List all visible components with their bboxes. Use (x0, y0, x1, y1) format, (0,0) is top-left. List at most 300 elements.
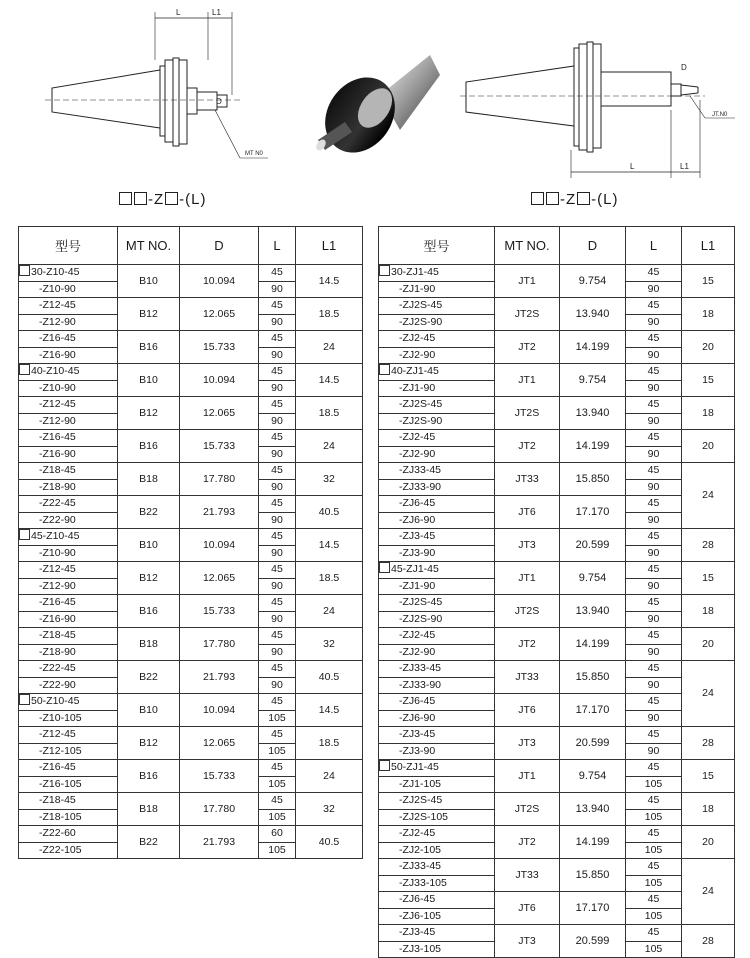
table-row (19, 562, 363, 579)
table-row (379, 298, 735, 315)
dim-l1-label: L1 (212, 8, 221, 17)
model-cell (19, 413, 118, 430)
model-cell (379, 925, 495, 942)
model-cell (19, 281, 118, 298)
model-code: 40-Z10-45 (31, 365, 80, 378)
model-cell (379, 611, 495, 628)
mt-no-cell: B22 (118, 661, 180, 694)
model-code: -Z12-45 (39, 728, 76, 741)
model-code: -Z12-90 (39, 579, 76, 592)
model-code: -Z12-90 (39, 315, 76, 328)
model-cell (19, 842, 118, 859)
l1-cell: 18 (682, 595, 735, 628)
mt-no-cell: JT2S (495, 397, 560, 430)
model-code: -ZJ2S-105 (399, 810, 449, 823)
table-row (19, 397, 363, 414)
caption-suffix: -(L) (179, 191, 207, 208)
model-cell (379, 710, 495, 727)
caption-code: Z (566, 191, 577, 208)
table-row (19, 265, 363, 282)
model-cell (379, 463, 495, 480)
d-cell: 14.199 (560, 826, 626, 859)
d-cell: 9.754 (560, 364, 626, 397)
dim-d-label: D (681, 63, 687, 72)
l-cell: 90 (259, 644, 296, 661)
model-code: -ZJ2S-45 (399, 398, 443, 411)
placeholder-box-icon (119, 192, 132, 205)
model-code: -Z12-45 (39, 563, 76, 576)
model-cell (19, 364, 118, 381)
mt-no-cell: B18 (118, 463, 180, 496)
l-cell: 90 (259, 479, 296, 496)
l-cell: 90 (259, 578, 296, 595)
model-cell (19, 743, 118, 760)
model-code: -ZJ3-45 (399, 926, 436, 939)
model-cell (19, 776, 118, 793)
model-cell (19, 760, 118, 777)
placeholder-box-icon (577, 192, 590, 205)
l1-cell: 20 (682, 826, 735, 859)
l1-cell: 20 (682, 430, 735, 463)
l-cell: 90 (259, 677, 296, 694)
mt-no-cell: JT2S (495, 793, 560, 826)
placeholder-box-icon (19, 694, 30, 705)
model-code: -Z18-105 (39, 810, 82, 823)
model-code: -ZJ2S-90 (399, 315, 443, 328)
model-code: -ZJ2-90 (399, 645, 436, 658)
l-cell: 90 (626, 512, 682, 529)
d-cell: 9.754 (560, 760, 626, 793)
spec-table-right-body (379, 265, 735, 958)
l-cell: 45 (626, 397, 682, 414)
l-cell: 105 (259, 809, 296, 826)
model-code: -ZJ6-105 (399, 909, 442, 922)
l-cell: 45 (259, 463, 296, 480)
table-row (379, 925, 735, 942)
table-row (19, 793, 363, 810)
mt-no-cell: B10 (118, 265, 180, 298)
d-cell: 9.754 (560, 562, 626, 595)
table-row (379, 562, 735, 579)
model-cell (19, 446, 118, 463)
model-cell (379, 776, 495, 793)
l-cell: 45 (259, 496, 296, 513)
dim-l-label: L (176, 8, 181, 17)
model-cell (379, 941, 495, 958)
model-cell (19, 710, 118, 727)
table-row (379, 760, 735, 777)
model-code: -ZJ33-105 (399, 876, 447, 889)
model-cell (19, 331, 118, 348)
l-cell: 45 (626, 463, 682, 480)
model-code: 50-ZJ1-45 (391, 761, 439, 774)
model-code: -ZJ1-90 (399, 579, 436, 592)
model-code: 30-Z10-45 (31, 266, 80, 279)
model-code: -ZJ1-90 (399, 381, 436, 394)
model-code: -Z12-90 (39, 414, 76, 427)
d-cell: 17.170 (560, 694, 626, 727)
table-row (379, 694, 735, 711)
mt-no-cell: JT3 (495, 727, 560, 760)
l1-cell: 18 (682, 397, 735, 430)
mt-no-cell: JT1 (495, 265, 560, 298)
header-model: 型号 (19, 227, 118, 265)
model-code: -Z16-45 (39, 761, 76, 774)
model-cell (379, 496, 495, 513)
model-cell (379, 743, 495, 760)
l-cell: 105 (626, 842, 682, 859)
l-cell: 45 (259, 364, 296, 381)
table-row (19, 496, 363, 513)
mt-no-cell: JT2 (495, 826, 560, 859)
d-cell: 15.733 (180, 430, 259, 463)
model-cell (379, 529, 495, 546)
l-cell: 45 (259, 265, 296, 282)
placeholder-box-icon (19, 529, 30, 540)
model-code: -ZJ2-105 (399, 843, 442, 856)
model-code: -ZJ3-105 (399, 942, 442, 955)
model-cell (379, 875, 495, 892)
l-cell: 90 (626, 314, 682, 331)
d-cell: 21.793 (180, 826, 259, 859)
table-row (19, 595, 363, 612)
d-cell: 21.793 (180, 661, 259, 694)
d-cell: 12.065 (180, 397, 259, 430)
d-cell: 17.780 (180, 463, 259, 496)
table-row (379, 859, 735, 876)
table-row (19, 628, 363, 645)
header-l: L (259, 227, 296, 265)
l1-cell: 18.5 (296, 727, 363, 760)
table-row (379, 463, 735, 480)
model-code: -ZJ33-90 (399, 480, 442, 493)
mt-no-cell: JT3 (495, 925, 560, 958)
model-code: -ZJ6-90 (399, 711, 436, 724)
table-row (379, 628, 735, 645)
model-cell (379, 430, 495, 447)
model-cell (379, 265, 495, 282)
model-code: -Z16-90 (39, 447, 76, 460)
holder-photo (311, 55, 440, 166)
mt-no-cell: JT2 (495, 430, 560, 463)
l-cell: 45 (626, 628, 682, 645)
table-row (379, 892, 735, 909)
d-cell: 9.754 (560, 265, 626, 298)
table-row (19, 694, 363, 711)
l-cell: 90 (626, 281, 682, 298)
placeholder-box-icon (379, 364, 390, 375)
header-d: D (560, 227, 626, 265)
model-code: -ZJ6-45 (399, 497, 436, 510)
model-cell (19, 793, 118, 810)
table-row (19, 430, 363, 447)
header-mt-no: MT NO. (495, 227, 560, 265)
model-code: -Z16-90 (39, 348, 76, 361)
l1-cell: 14.5 (296, 694, 363, 727)
technical-drawings (0, 0, 750, 190)
table-row (379, 265, 735, 282)
d-cell: 17.170 (560, 496, 626, 529)
model-cell (379, 281, 495, 298)
header-row (19, 227, 363, 265)
d-cell: 12.065 (180, 727, 259, 760)
header-l1: L1 (682, 227, 735, 265)
caption-suffix: -(L) (591, 191, 619, 208)
dim-l1-label: L1 (680, 162, 689, 171)
model-code: -Z18-45 (39, 794, 76, 807)
l-cell: 45 (626, 331, 682, 348)
mt-no-cell: B12 (118, 298, 180, 331)
mt-no-cell: JT33 (495, 661, 560, 694)
l-cell: 90 (626, 644, 682, 661)
model-code: -Z18-45 (39, 464, 76, 477)
model-cell (19, 562, 118, 579)
model-cell (379, 397, 495, 414)
mt-no-cell: B16 (118, 760, 180, 793)
l-cell: 45 (626, 529, 682, 546)
table-row (379, 529, 735, 546)
l-cell: 45 (626, 727, 682, 744)
l1-cell: 20 (682, 331, 735, 364)
table-row (19, 331, 363, 348)
mt-no-cell: B16 (118, 430, 180, 463)
d-cell: 14.199 (560, 331, 626, 364)
d-cell: 15.850 (560, 463, 626, 496)
d-cell: 12.065 (180, 562, 259, 595)
mt-no-cell: B10 (118, 364, 180, 397)
l1-cell: 28 (682, 529, 735, 562)
model-code: -Z16-45 (39, 332, 76, 345)
d-cell: 17.170 (560, 892, 626, 925)
table-row (19, 727, 363, 744)
l1-cell: 15 (682, 760, 735, 793)
model-cell (19, 677, 118, 694)
model-code: -Z22-90 (39, 513, 76, 526)
model-cell (379, 562, 495, 579)
model-cell (379, 595, 495, 612)
l-cell: 90 (259, 347, 296, 364)
model-code: -ZJ2S-45 (399, 299, 443, 312)
model-code: -Z16-45 (39, 431, 76, 444)
table-row (379, 727, 735, 744)
d-cell: 13.940 (560, 595, 626, 628)
d-cell: 13.940 (560, 793, 626, 826)
placeholder-box-icon (165, 192, 178, 205)
d-cell: 13.940 (560, 397, 626, 430)
model-cell (379, 760, 495, 777)
l-cell: 45 (626, 793, 682, 810)
right-holder-drawing (460, 42, 735, 178)
l1-cell: 18.5 (296, 397, 363, 430)
table-row (19, 661, 363, 678)
l-cell: 105 (626, 941, 682, 958)
model-code: -Z16-45 (39, 596, 76, 609)
d-cell: 10.094 (180, 529, 259, 562)
d-cell: 15.733 (180, 595, 259, 628)
model-cell (379, 512, 495, 529)
model-code: -ZJ2S-45 (399, 794, 443, 807)
l-cell: 45 (259, 529, 296, 546)
mt-no-cell: JT1 (495, 760, 560, 793)
l1-cell: 32 (296, 463, 363, 496)
l-cell: 90 (626, 479, 682, 496)
table-row (379, 595, 735, 612)
model-cell (379, 545, 495, 562)
l-cell: 45 (626, 859, 682, 876)
model-cell (19, 611, 118, 628)
placeholder-box-icon (379, 265, 390, 276)
model-code: 50-Z10-45 (31, 695, 80, 708)
l1-cell: 24 (296, 760, 363, 793)
model-cell (379, 859, 495, 876)
l-cell: 45 (626, 496, 682, 513)
l-cell: 90 (259, 512, 296, 529)
l-cell: 90 (626, 677, 682, 694)
l1-cell: 32 (296, 793, 363, 826)
d-cell: 14.199 (560, 628, 626, 661)
model-code: -ZJ6-90 (399, 513, 436, 526)
mt-no-cell: B12 (118, 562, 180, 595)
l1-cell: 18 (682, 298, 735, 331)
model-cell (19, 644, 118, 661)
l1-cell: 15 (682, 265, 735, 298)
table-row (379, 793, 735, 810)
model-code: -ZJ2S-90 (399, 612, 443, 625)
placeholder-box-icon (19, 364, 30, 375)
d-cell: 12.065 (180, 298, 259, 331)
model-code: -Z12-45 (39, 299, 76, 312)
model-code: -ZJ2-45 (399, 629, 436, 642)
l-cell: 90 (626, 413, 682, 430)
model-code: -ZJ2-90 (399, 447, 436, 460)
mt-no-cell: JT1 (495, 562, 560, 595)
d-cell: 14.199 (560, 430, 626, 463)
table-row (379, 661, 735, 678)
model-cell (19, 397, 118, 414)
model-code: -ZJ33-45 (399, 464, 442, 477)
l-cell: 45 (626, 595, 682, 612)
l-cell: 45 (626, 265, 682, 282)
model-cell (379, 793, 495, 810)
model-cell (379, 479, 495, 496)
l-cell: 105 (626, 875, 682, 892)
mt-no-cell: B18 (118, 628, 180, 661)
table-row (379, 331, 735, 348)
model-cell (379, 364, 495, 381)
model-cell (379, 628, 495, 645)
table-row (19, 298, 363, 315)
model-code: -ZJ1-105 (399, 777, 442, 790)
spec-table-right (378, 226, 735, 958)
table-row (379, 397, 735, 414)
l-cell: 105 (259, 842, 296, 859)
model-cell (379, 892, 495, 909)
model-cell (19, 430, 118, 447)
placeholder-box-icon (379, 562, 390, 573)
l-cell: 45 (259, 430, 296, 447)
d-cell: 17.780 (180, 793, 259, 826)
mt-no-cell: B12 (118, 397, 180, 430)
mt-no-cell: JT33 (495, 859, 560, 892)
model-cell (19, 578, 118, 595)
d-cell: 13.940 (560, 298, 626, 331)
model-cell (19, 826, 118, 843)
model-code: -Z22-45 (39, 497, 76, 510)
l-cell: 105 (626, 809, 682, 826)
model-code: 45-Z10-45 (31, 530, 80, 543)
l1-cell: 15 (682, 562, 735, 595)
l-cell: 45 (626, 562, 682, 579)
model-code: -ZJ2-45 (399, 431, 436, 444)
model-cell (19, 628, 118, 645)
mt-no-cell: JT3 (495, 529, 560, 562)
model-cell (379, 661, 495, 678)
l-cell: 90 (626, 545, 682, 562)
l-cell: 105 (626, 908, 682, 925)
l1-cell: 24 (682, 859, 735, 925)
mt-no-cell: B10 (118, 694, 180, 727)
l-cell: 45 (259, 694, 296, 711)
l1-cell: 18 (682, 793, 735, 826)
model-code: -Z22-90 (39, 678, 76, 691)
d-cell: 20.599 (560, 727, 626, 760)
model-cell (19, 347, 118, 364)
l1-cell: 20 (682, 628, 735, 661)
model-cell (379, 298, 495, 315)
l-cell: 45 (626, 430, 682, 447)
model-cell (19, 463, 118, 480)
model-code: -Z22-45 (39, 662, 76, 675)
l1-cell: 32 (296, 628, 363, 661)
table-row (379, 430, 735, 447)
model-cell (379, 413, 495, 430)
d-cell: 15.850 (560, 859, 626, 892)
model-cell (379, 842, 495, 859)
model-code: -Z10-90 (39, 381, 76, 394)
model-code: -ZJ2-45 (399, 827, 436, 840)
l1-cell: 18.5 (296, 298, 363, 331)
l1-cell: 14.5 (296, 364, 363, 397)
model-code: -Z22-105 (39, 843, 82, 856)
model-cell (379, 727, 495, 744)
l-cell: 90 (626, 380, 682, 397)
mt-no-cell: B22 (118, 826, 180, 859)
l-cell: 45 (626, 760, 682, 777)
caption-code: Z (154, 191, 165, 208)
mt-no-cell: JT2S (495, 298, 560, 331)
model-code: -ZJ33-90 (399, 678, 442, 691)
model-cell (19, 661, 118, 678)
table-row (19, 826, 363, 843)
l-cell: 45 (259, 562, 296, 579)
l-cell: 45 (259, 595, 296, 612)
model-code: -ZJ6-45 (399, 893, 436, 906)
placeholder-box-icon (19, 265, 30, 276)
model-cell (19, 512, 118, 529)
mt-no-cell: JT6 (495, 694, 560, 727)
l-cell: 45 (626, 892, 682, 909)
d-cell: 20.599 (560, 925, 626, 958)
model-cell (19, 479, 118, 496)
model-code: -ZJ2-45 (399, 332, 436, 345)
l1-cell: 18.5 (296, 562, 363, 595)
model-cell (379, 380, 495, 397)
model-code: -ZJ2S-45 (399, 596, 443, 609)
l-cell: 45 (259, 331, 296, 348)
mt-no-cell: JT1 (495, 364, 560, 397)
l1-cell: 28 (682, 727, 735, 760)
l-cell: 90 (259, 545, 296, 562)
